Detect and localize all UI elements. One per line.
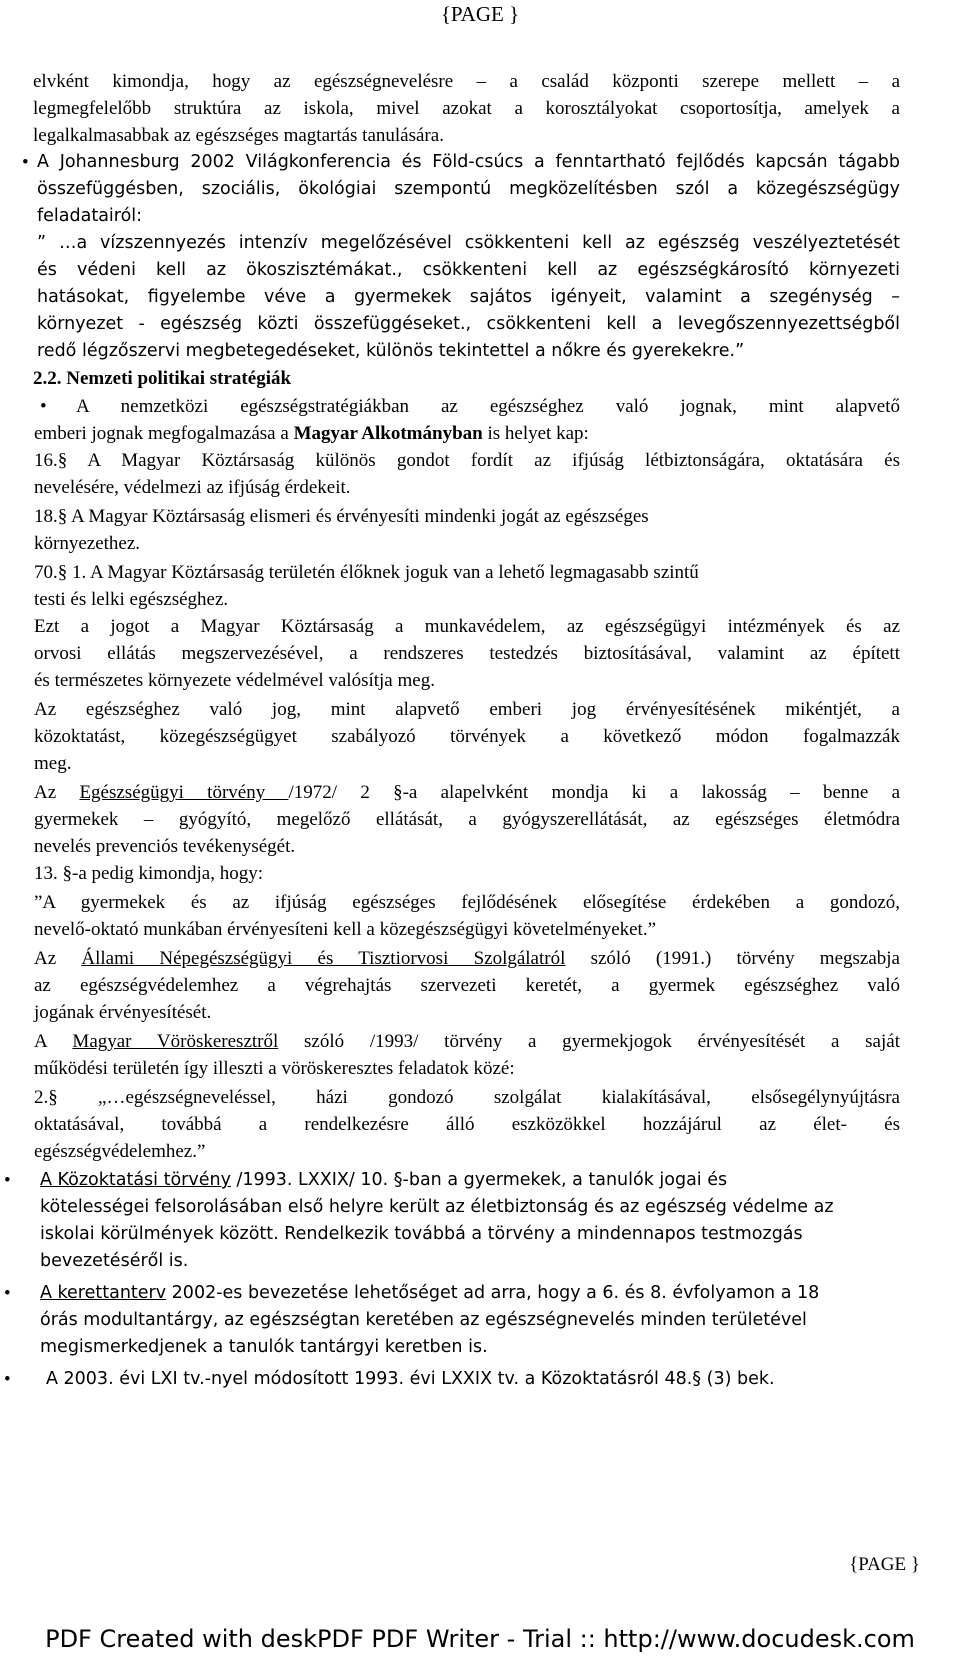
- law-text: Az: [34, 782, 80, 803]
- law-text: /1972/ 2 §-a alapelvként mondja ki a lakosság – benne a: [288, 782, 901, 803]
- kozoktatasi-line: [40, 1167, 727, 1194]
- antsz-line: az egészségvédelemhez a végrehajtás szervezeti keretét, a gyermek egészséghez való: [34, 975, 900, 996]
- body-line: legalkalmasabbak az egészséges magtartás tanulására.: [33, 125, 444, 146]
- kozoktatasi-torveny-link[interactable]: A Közoktatási törvény: [40, 1170, 231, 1190]
- section-heading: [33, 365, 291, 392]
- article-18-line: 18.§ A Magyar Köztársaság elismeri és érvényesíti mindenki jogát az egészséges: [34, 506, 649, 527]
- article-18-line: környezethez.: [34, 533, 141, 554]
- bullet-dot-icon: •: [4, 1369, 11, 1390]
- johannesburg-line: redő légzőszervi megbetegedéseket, különös tekintettel a nőkre és gyerekekre.”: [37, 341, 745, 361]
- page-footer-field: {PAGE }: [849, 1554, 920, 1575]
- egeszsegugyi-line: gyermekek – gyógyító, megelőző ellátását, a gyógyszerellátását, az egészséges életmódra: [34, 809, 900, 830]
- antsz-link[interactable]: Állami Népegészségügyi és Tisztiorvosi Szolgálatról: [81, 948, 566, 969]
- intl-text: emberi jognak megfogalmazása a: [34, 423, 294, 444]
- voroskereszt-line: működési területén így illeszti a vöröskeresztes feladatok közé:: [34, 1058, 515, 1079]
- kozoktatasi-line: bevezetéséről is.: [40, 1251, 189, 1271]
- voroskereszt-line: [34, 1028, 900, 1055]
- law-text: 2002-es bevezetése lehetőséget ad arra, hogy a 6. és 8. évfolyamon a 18: [166, 1283, 820, 1303]
- law-text: szóló /1993/ törvény a gyermekjogok érvényesítését a saját: [278, 1031, 900, 1052]
- johannesburg-line: hatásokat, figyelembe véve a gyermekek sajátos igényeit, valamint a szegénység –: [37, 287, 900, 307]
- section-title: Nemzeti politikai stratégiák: [66, 368, 292, 389]
- kerettanterv-line: órás modultantárgy, az egészségtan keretében az egészségnevelés minden területével: [40, 1310, 807, 1330]
- egeszsegugyi-line: nevelő-oktató munkában érvényesíteni kell a közegészségügyi követelményeket.”: [34, 919, 657, 940]
- body-line: elvként kimondja, hogy az egészségnevelésre – a család központi szerepe mellett – a: [33, 71, 900, 92]
- egeszsegugyi-line: 13. §-a pedig kimondja, hogy:: [34, 863, 264, 884]
- article-70-line: orvosi ellátás megszervezésével, a rendszeres testedzés biztosításával, valamint az épített: [34, 643, 900, 664]
- law-text: A: [34, 1031, 73, 1052]
- body-line: legmegfelelőbb struktúra az iskola, mivel azokat a korosztályokat csoportosítja, amelyek a: [33, 98, 900, 119]
- antsz-line: jogának érvényesítését.: [34, 1002, 212, 1023]
- johannesburg-line: A Johannesburg 2002 Világkonferencia és Föld-csúcs a fenntartható fejlődés kapcsán tágabb: [37, 152, 900, 172]
- article-70-line: 70.§ 1. A Magyar Köztársaság területén élőknek joguk van a lehető legmagasabb szintű: [34, 562, 699, 583]
- bullet-dot-icon: •: [4, 1283, 11, 1304]
- johannesburg-line: összefüggésben, szociális, ökológiai szempontú megközelítésben szól a közegészségügy: [37, 179, 900, 199]
- intl-line: [34, 420, 589, 447]
- johannesburg-line: környezet - egészség közti összefüggéseket., csökkenteni kell a levegőszennyezettségből: [37, 314, 900, 334]
- law-text: szóló (1991.) törvény megszabja: [565, 948, 900, 969]
- article-70-line: és természetes környezete védelmével valósítja meg.: [34, 670, 435, 691]
- last-bullet-line: A 2003. évi LXI tv.-nyel módosított 1993. évi LXXIX tv. a Közoktatásról 48.§ (3) bek.: [46, 1369, 775, 1389]
- law-text: Az: [34, 948, 82, 969]
- johannesburg-line: feladatairól:: [37, 206, 143, 226]
- egeszsegugyi-line: ”A gyermekek és az ifjúság egészséges fejlődésének elősegítése érdekében a gondozó,: [34, 892, 900, 913]
- kozoktatasi-line: kötelességei felsorolásában első helyre került az életbiztonság és az egészség védelme az: [40, 1197, 834, 1217]
- voroskereszt-line: egészségvédelemhez.”: [34, 1141, 206, 1162]
- intl-text: is helyet kap:: [482, 423, 589, 444]
- bullet-dot-icon: •: [22, 152, 29, 173]
- voroskereszt-link[interactable]: Magyar Vöröskeresztről: [72, 1031, 279, 1052]
- intl-line: A nemzetközi egészségstratégiákban az egészséghez való jognak, mint alapvető: [76, 396, 900, 417]
- article-70-line: testi és lelki egészséghez.: [34, 589, 229, 610]
- egeszsegugyi-torveny-link[interactable]: Egészségügyi törvény: [79, 782, 289, 803]
- johannesburg-line: ” …a vízszennyezés intenzív megelőzésével csökkenteni kell az egészség veszélyeztetését: [37, 233, 900, 253]
- page-header-field: {PAGE }: [440, 2, 520, 26]
- article-16-line: 16.§ A Magyar Köztársaság különös gondot fordít az ifjúság létbiztonságára, oktatására és: [34, 450, 900, 471]
- johannesburg-line: és védeni kell az ökoszisztémákat., csökkenteni kell az egészségkárosító környezeti: [37, 260, 900, 280]
- voroskereszt-line: 2.§ „…egészségneveléssel, házi gondozó szolgálat kialakításával, elsősegélynyújtásra: [34, 1087, 900, 1108]
- voroskereszt-line: oktatásával, továbbá a rendelkezésre álló eszközökkel hozzájárul az élet- és: [34, 1114, 900, 1135]
- kerettanterv-line: [40, 1280, 819, 1307]
- article-16-line: nevelésére, védelmezi az ifjúság érdekeit.: [34, 477, 351, 498]
- article-70-line: Ezt a jogot a Magyar Köztársaság a munkavédelem, az egészségügyi intézmények és az: [34, 616, 900, 637]
- egeszsegugyi-line: nevelés prevenciós tevékenységét.: [34, 836, 296, 857]
- alkotmany-bold: Magyar Alkotmányban: [293, 423, 483, 444]
- right-line: meg.: [34, 753, 72, 774]
- bullet-dot-icon: •: [4, 1170, 11, 1191]
- kerettanterv-link[interactable]: A kerettanterv: [40, 1283, 167, 1303]
- antsz-line: [34, 945, 900, 972]
- pdf-trial-watermark: PDF Created with deskPDF PDF Writer - Trial :: http://www.docudesk.com: [45, 1625, 915, 1653]
- right-line: közoktatást, közegészségügyet szabályozó törvények a következő módon fogalmazzák: [34, 726, 900, 747]
- kerettanterv-line: megismerkedjenek a tanulók tantárgyi keretben is.: [40, 1337, 488, 1357]
- section-number: 2.2.: [33, 368, 62, 389]
- kozoktatasi-line: iskolai körülmények között. Rendelkezik továbbá a törvény a mindennapos testmozgás: [40, 1224, 803, 1244]
- right-line: Az egészséghez való jog, mint alapvető emberi jog érvényesítésének mikéntjét, a: [34, 699, 900, 720]
- law-text: /1993. LXXIX/ 10. §-ban a gyermekek, a tanulók jogai és: [230, 1170, 728, 1190]
- bullet-dot-icon: •: [40, 396, 47, 417]
- egeszsegugyi-line: [34, 779, 900, 806]
